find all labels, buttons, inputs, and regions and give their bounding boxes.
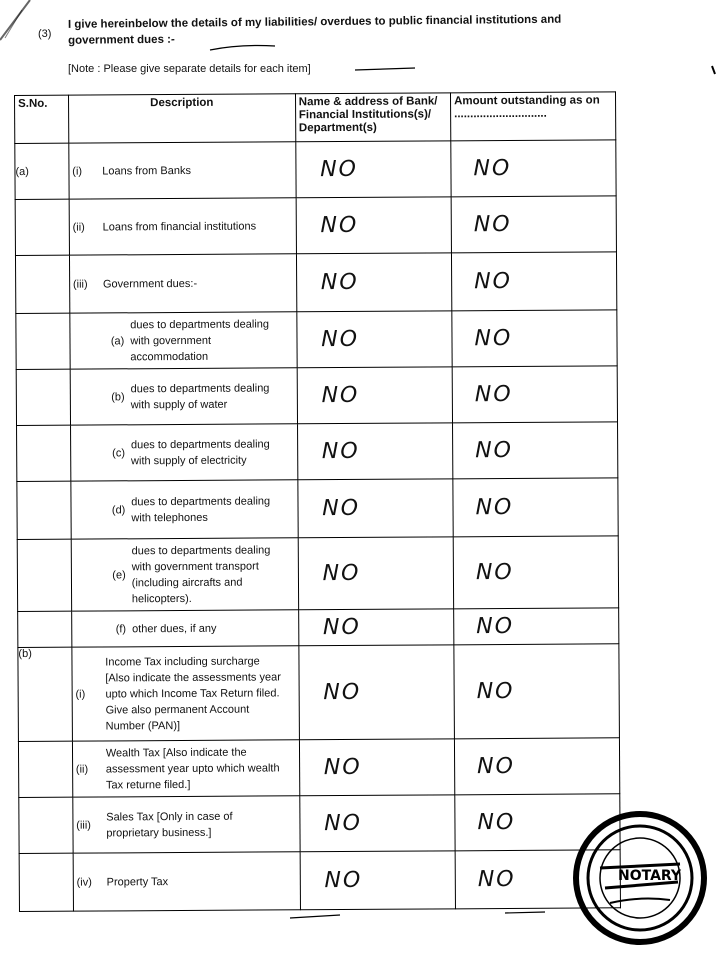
handwritten-amount-value: NO [477,866,516,893]
row-sub-letter: (c) [112,446,126,459]
handwritten-name-value: NO [323,679,362,706]
row-sno [15,255,69,313]
row-name-address [299,739,455,796]
row-name-address [295,141,451,198]
row-name-address [297,311,453,368]
section-number: (3) [38,28,52,40]
row-description-text: Income Tax including surcharge [Also indicate the assessments year upto which Income Tax Return filed. Give also permanent Account Number (PAN)] [105,655,281,732]
section-intro: I give hereinbelow the details of my liabilities/ overdues to public financial institutions and government dues :- [67,13,562,47]
row-amount [453,536,618,609]
row-description [72,740,299,797]
table-row [19,794,620,854]
row-number: (ii) [75,763,89,776]
table-row [18,738,619,798]
row-description-text: other dues, if any [132,622,217,635]
row-description-text: Property Tax [106,875,169,888]
row-sub-letter: (b) [111,390,125,403]
table-row [19,850,620,912]
row-description-text: Sales Tax [Only in case of proprietary business.] [106,810,233,839]
table-row [18,644,620,742]
handwritten-name-value: NO [321,326,360,353]
row-name-address [297,423,453,480]
row-sno: (a) [15,143,69,199]
row-description-text: dues to departments dealing with government accommodation [130,317,270,363]
row-sno [18,741,72,797]
handwritten-amount-value: NO [475,559,514,586]
row-description-text: dues to departments dealing with supply of electricity [130,437,270,467]
handwritten-name-value: NO [320,156,359,183]
handwritten-amount-value: NO [474,325,513,352]
row-description [72,646,299,741]
row-description [71,610,298,647]
handwritten-name-value: NO [322,495,361,522]
row-sub-letter: (e) [112,568,126,581]
handwritten-name-value: NO [322,560,361,587]
handwritten-name-value: NO [320,212,359,239]
row-name-address [297,367,453,424]
row-description [70,312,297,369]
row-sno [16,369,70,425]
row-sub-letter: (a) [110,334,125,347]
handwritten-amount-value: NO [473,211,512,238]
handwritten-name-value: NO [323,754,362,781]
liabilities-table [14,91,621,912]
row-name-address [299,645,455,740]
table-row [15,196,616,256]
row-number: (i) [75,688,86,701]
table-row [17,536,618,612]
handwritten-name-value: NO [320,269,359,296]
row-amount [454,738,619,795]
row-description [73,852,300,911]
row-sub-letter: (d) [111,503,126,516]
row-description [69,254,296,313]
row-sno [17,425,71,481]
row-amount [453,422,618,479]
handwritten-name-value: NO [324,810,363,837]
row-description-text: Loans from Banks [102,164,191,177]
row-sno [19,797,73,853]
row-description [70,424,297,481]
header-sno: S.No. [15,95,69,143]
header-amount: Amount outstanding as on ............................. [450,92,615,141]
row-number: (iii) [72,278,88,291]
row-name-address [300,851,456,910]
row-amount [451,196,616,253]
row-name-address [296,253,452,312]
row-sno [17,481,71,539]
row-description-text: Government dues:- [102,277,198,290]
handwritten-amount-value: NO [474,268,513,295]
row-amount [451,140,616,197]
row-sub-letter: (f) [115,622,127,635]
handwritten-name-value: NO [322,614,361,641]
handwritten-amount-value: NO [476,678,515,705]
row-description-text: dues to departments dealing with supply of water [130,381,270,411]
row-amount [451,252,616,311]
row-description [69,142,296,199]
row-description-text: Wealth Tax [Also indicate the assessment year upto which wealth Tax returne filed.] [105,746,280,791]
row-sno: (b) [18,647,72,741]
header-description: Description [68,94,295,143]
row-description-text: dues to departments dealing with government transport (including aircrafts and helicopters). [131,543,271,605]
handwritten-amount-value: NO [477,753,515,780]
row-number: (iii) [76,819,91,832]
row-description [70,368,297,425]
row-sno [17,539,71,611]
notary-seal-icon [570,808,710,948]
row-number: (i) [72,165,83,178]
row-name-address [298,537,454,610]
handwritten-amount-value: NO [473,155,512,182]
row-description [73,796,300,853]
row-name-address [299,795,455,852]
row-description [71,480,298,539]
handwritten-name-value: NO [321,382,360,409]
handwritten-amount-value: NO [477,809,516,836]
row-name-address [298,479,454,538]
table-row [17,478,618,540]
row-description-text: dues to departments dealing with telephones [131,494,271,524]
row-amount [453,478,618,537]
table-row [17,422,618,482]
row-sno [18,611,72,647]
handwritten-amount-value: NO [475,494,514,521]
row-sno [19,853,73,911]
handwritten-name-value: NO [324,867,363,894]
row-name-address [298,609,454,646]
row-name-address [296,197,452,254]
row-amount [452,310,617,367]
row-description-text: Loans from financial institutions [102,220,257,233]
table-row [18,608,619,648]
row-number: (iv) [76,876,92,889]
handwritten-amount-value: NO [475,437,514,464]
row-amount [452,366,617,423]
row-number: (ii) [72,221,85,234]
row-sno [16,313,70,369]
handwritten-amount-value: NO [476,613,515,640]
header-name-address: Name & address of Bank/ Financial Institutions(s)/ Department(s) [295,93,451,142]
row-sno [15,199,69,255]
table-row [16,310,617,370]
handwritten-name-value: NO [321,438,360,465]
row-amount [454,644,620,739]
section-note: [Note : Please give separate details for each item] [68,63,311,75]
svg-text:NOTARY: NOTARY [618,868,682,884]
row-description [71,538,298,611]
table-row [15,252,616,314]
table-row [15,140,616,200]
table-row [16,366,617,426]
handwritten-amount-value: NO [474,381,513,408]
row-amount [454,608,619,645]
row-description [69,198,296,255]
